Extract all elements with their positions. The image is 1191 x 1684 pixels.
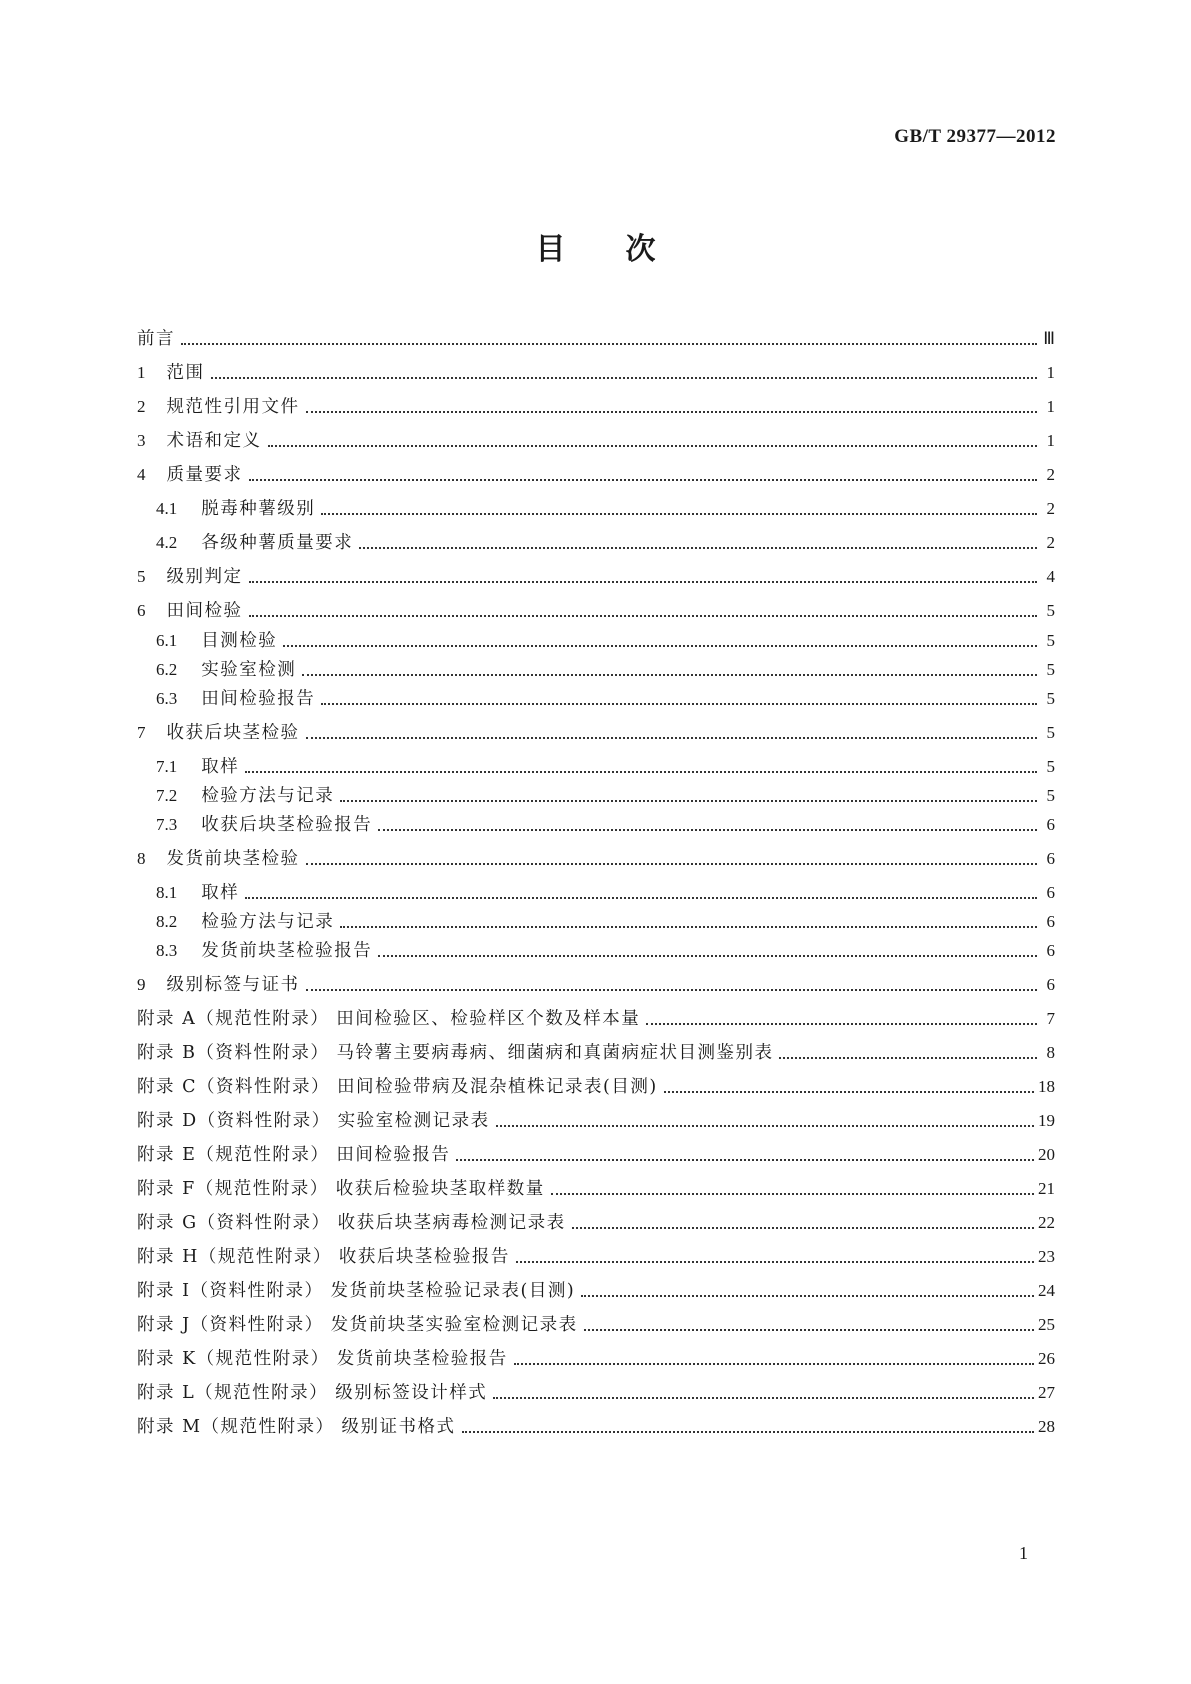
toc-entry-page: 21 <box>1038 1179 1055 1198</box>
toc-entry-page: 5 <box>1046 601 1055 620</box>
page-title: 目次 <box>535 232 716 267</box>
toc-entry[interactable] <box>137 812 1055 838</box>
dot-leader <box>283 644 1037 647</box>
toc-entry[interactable] <box>137 880 1055 906</box>
toc-entry-page: 26 <box>1038 1349 1055 1368</box>
toc-entry-title: 规范性引用文件 <box>166 397 300 417</box>
dot-leader <box>572 1226 1034 1229</box>
dot-leader <box>340 799 1037 802</box>
toc-entry[interactable] <box>137 754 1055 780</box>
dot-leader <box>321 702 1037 705</box>
dot-leader <box>302 673 1037 676</box>
toc-entry-page: 6 <box>1046 912 1055 931</box>
toc-entry-title: 附录 E（规范性附录） 田间检验报告 <box>137 1145 451 1165</box>
toc-entry-page: 24 <box>1038 1281 1055 1300</box>
toc-entry-page: 8 <box>1046 1043 1055 1062</box>
toc-entry[interactable] <box>137 1278 1055 1304</box>
toc-entry-page: 6 <box>1046 941 1055 960</box>
toc-entry[interactable] <box>137 530 1055 556</box>
dot-leader <box>646 1022 1037 1025</box>
toc-entry-page: 6 <box>1046 849 1055 868</box>
toc-entry-title: 附录 D（资料性附录） 实验室检测记录表 <box>137 1111 490 1131</box>
toc-entry-number: 7 <box>137 723 146 742</box>
toc-entry[interactable] <box>137 1414 1055 1440</box>
dot-leader <box>249 478 1038 481</box>
toc-entry[interactable] <box>137 564 1055 590</box>
dot-leader <box>249 580 1038 583</box>
toc-entry-title: 发货前块茎检验 <box>166 849 300 869</box>
toc-entry[interactable] <box>137 394 1055 420</box>
toc-entry-page: 5 <box>1046 786 1055 805</box>
toc-entry-title: 术语和定义 <box>166 431 262 451</box>
dot-leader <box>268 444 1038 447</box>
toc-entry-page: 6 <box>1046 815 1055 834</box>
toc-entry-page: 27 <box>1038 1383 1055 1402</box>
toc-entry-number: 6.3 <box>156 689 178 708</box>
toc-entry-title: 取样 <box>201 757 240 777</box>
dot-leader <box>359 546 1037 549</box>
toc-entry[interactable] <box>137 938 1055 964</box>
dot-leader <box>249 614 1038 617</box>
dot-leader <box>306 410 1038 413</box>
toc-entry[interactable] <box>137 1006 1055 1032</box>
toc-entry-page: 2 <box>1046 465 1055 484</box>
toc-entry-number: 5 <box>137 567 146 586</box>
toc-entry-number: 6.2 <box>156 660 178 679</box>
toc-entry-page: 5 <box>1046 660 1055 679</box>
toc-entry[interactable] <box>137 1380 1055 1406</box>
toc-entry-title: 附录 F（规范性附录） 收获后检验块茎取样数量 <box>137 1179 545 1199</box>
dot-leader <box>779 1056 1037 1059</box>
dot-leader <box>378 954 1037 957</box>
toc-entry-page: 20 <box>1038 1145 1055 1164</box>
toc-entry-title: 实验室检测 <box>201 660 297 680</box>
toc-entry-title: 脱毒种薯级别 <box>201 499 316 519</box>
toc-entry-title: 附录 I（资料性附录） 发货前块茎检验记录表(目测) <box>137 1281 576 1301</box>
toc-entry-number: 3 <box>137 431 146 450</box>
dot-leader <box>321 512 1037 515</box>
toc-entry-page: 19 <box>1038 1111 1055 1130</box>
toc-entry-number: 6.1 <box>156 631 178 650</box>
toc-entry-page: 1 <box>1046 431 1055 450</box>
dot-leader <box>245 896 1037 899</box>
toc-entry-page: 25 <box>1038 1315 1055 1334</box>
toc-entry-title: 附录 C（资料性附录） 田间检验带病及混杂植株记录表(目测) <box>137 1077 658 1097</box>
toc-entry-title: 田间检验报告 <box>201 689 316 709</box>
toc-entry-title: 附录 B（资料性附录） 马铃薯主要病毒病、细菌病和真菌病症状目测鉴别表 <box>137 1043 774 1063</box>
toc-entry[interactable] <box>137 628 1055 654</box>
toc-entry-title: 前言 <box>137 329 175 349</box>
dot-leader <box>514 1362 1034 1365</box>
toc-entry-page: 5 <box>1046 631 1055 650</box>
dot-leader <box>584 1328 1034 1331</box>
dot-leader <box>211 376 1038 379</box>
toc-entry-number: 4.2 <box>156 533 178 552</box>
toc-entry-page: Ⅲ <box>1043 329 1055 348</box>
dot-leader <box>378 828 1037 831</box>
toc-entry-page: 5 <box>1046 689 1055 708</box>
standard-code: GB/T 29377—2012 <box>894 126 1056 147</box>
toc-entry[interactable] <box>137 972 1055 998</box>
toc-entry[interactable] <box>137 657 1055 683</box>
toc-entry-page: 5 <box>1046 757 1055 776</box>
toc-entry-title: 附录 H（规范性附录） 收获后块茎检验报告 <box>137 1247 510 1267</box>
dot-leader <box>581 1294 1034 1297</box>
dot-leader <box>516 1260 1034 1263</box>
toc-entry-title: 附录 M（规范性附录） 级别证书格式 <box>137 1417 456 1437</box>
toc-entry-page: 7 <box>1046 1009 1055 1028</box>
toc-entry[interactable] <box>137 1108 1055 1134</box>
dot-leader <box>245 770 1037 773</box>
toc-entry[interactable] <box>137 326 1055 352</box>
toc-entry-number: 1 <box>137 363 146 382</box>
toc-entry-title: 收获后块茎检验 <box>166 723 300 743</box>
toc-entry-page: 5 <box>1046 723 1055 742</box>
toc-entry-title: 收获后块茎检验报告 <box>201 815 373 835</box>
dot-leader <box>664 1090 1034 1093</box>
toc-entry-number: 4 <box>137 465 146 484</box>
toc-entry-title: 检验方法与记录 <box>201 912 335 932</box>
toc-entry[interactable] <box>137 720 1055 746</box>
toc-entry[interactable] <box>137 1176 1055 1202</box>
toc-entry-title: 范围 <box>166 363 205 383</box>
toc-entry[interactable] <box>137 428 1055 454</box>
dot-leader <box>462 1430 1034 1433</box>
dot-leader <box>306 736 1038 739</box>
toc-entry[interactable] <box>137 462 1055 488</box>
toc-entry-title: 附录 J（资料性附录） 发货前块茎实验室检测记录表 <box>137 1315 578 1335</box>
toc-entry-page: 23 <box>1038 1247 1055 1266</box>
toc-entry-title: 质量要求 <box>166 465 243 485</box>
toc-entry[interactable] <box>137 909 1055 935</box>
toc-entry[interactable] <box>137 1210 1055 1236</box>
toc-entry-number: 7.2 <box>156 786 178 805</box>
toc-entry[interactable] <box>137 1142 1055 1168</box>
toc-entry-title: 目测检验 <box>201 631 278 651</box>
toc-entry-page: 1 <box>1046 397 1055 416</box>
toc-entry-title: 发货前块茎检验报告 <box>201 941 373 961</box>
toc-entry[interactable] <box>137 686 1055 712</box>
toc-entry[interactable] <box>137 598 1055 624</box>
toc-entry-title: 检验方法与记录 <box>201 786 335 806</box>
page-number: 1 <box>1019 1543 1028 1563</box>
dot-leader <box>493 1396 1034 1399</box>
toc-entry-title: 级别标签与证书 <box>166 975 300 995</box>
toc-entry-page: 1 <box>1046 363 1055 382</box>
dot-leader <box>306 862 1038 865</box>
toc-entry-number: 2 <box>137 397 146 416</box>
toc-entry-page: 6 <box>1046 883 1055 902</box>
toc-entry-page: 22 <box>1038 1213 1055 1232</box>
toc-entry-title: 附录 L（规范性附录） 级别标签设计样式 <box>137 1383 488 1403</box>
dot-leader <box>340 925 1037 928</box>
dot-leader <box>306 988 1038 991</box>
toc-entry[interactable] <box>137 360 1055 386</box>
toc-entry-page: 28 <box>1038 1417 1055 1436</box>
toc-entry-page: 4 <box>1046 567 1055 586</box>
toc-entry-number: 8.1 <box>156 883 178 902</box>
toc-entry-number: 8.2 <box>156 912 178 931</box>
toc-entry-title: 田间检验 <box>166 601 243 621</box>
toc-entry-title: 各级种薯质量要求 <box>201 533 354 553</box>
dot-leader <box>496 1124 1034 1127</box>
toc-entry-number: 9 <box>137 975 146 994</box>
toc-entry-page: 6 <box>1046 975 1055 994</box>
toc-entry-number: 4.1 <box>156 499 178 518</box>
toc-entry-title: 级别判定 <box>166 567 243 587</box>
toc-entry[interactable] <box>137 496 1055 522</box>
toc-entry-number: 6 <box>137 601 146 620</box>
toc-entry[interactable] <box>137 1244 1055 1270</box>
toc-entry-title: 附录 A（规范性附录） 田间检验区、检验样区个数及样本量 <box>137 1009 641 1029</box>
toc-entry-number: 8.3 <box>156 941 178 960</box>
toc-entry[interactable] <box>137 783 1055 809</box>
toc-entry-page: 2 <box>1046 499 1055 518</box>
dot-leader <box>456 1158 1034 1161</box>
toc-entry[interactable] <box>137 1312 1055 1338</box>
toc-entry-page: 2 <box>1046 533 1055 552</box>
toc-entry-title: 附录 G（资料性附录） 收获后块茎病毒检测记录表 <box>137 1213 566 1233</box>
toc-entry[interactable] <box>137 1074 1055 1100</box>
toc-entry-title: 附录 K（规范性附录） 发货前块茎检验报告 <box>137 1349 508 1369</box>
toc-entry-number: 8 <box>137 849 146 868</box>
dot-leader <box>181 342 1037 345</box>
toc-entry-number: 7.3 <box>156 815 178 834</box>
toc-entry-title: 取样 <box>201 883 240 903</box>
toc-entry-number: 7.1 <box>156 757 178 776</box>
toc-entry[interactable] <box>137 846 1055 872</box>
toc-entry[interactable] <box>137 1040 1055 1066</box>
dot-leader <box>551 1192 1034 1195</box>
toc-entry[interactable] <box>137 1346 1055 1372</box>
toc-entry-page: 18 <box>1038 1077 1055 1096</box>
